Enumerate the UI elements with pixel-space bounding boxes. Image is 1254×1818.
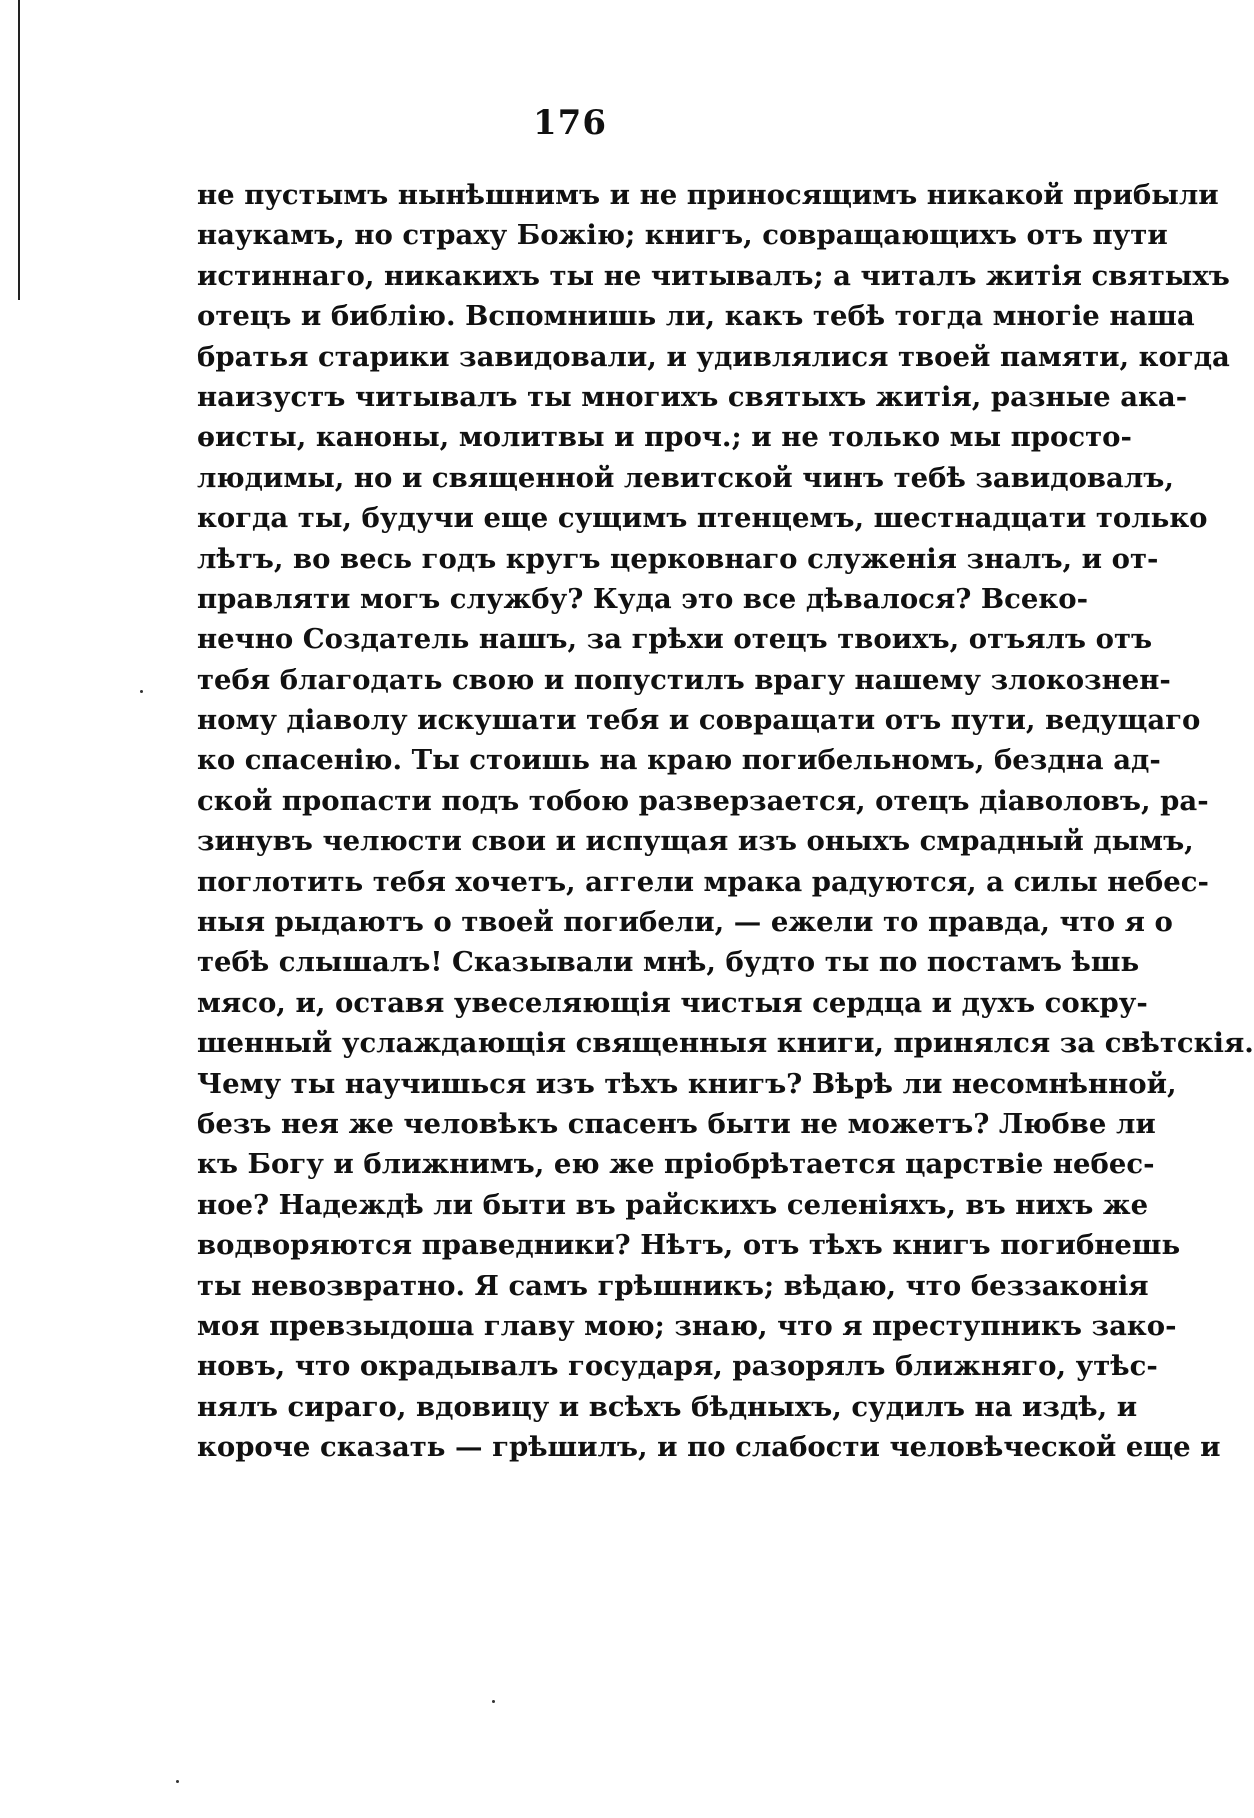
text-line: ному діаволу искушати тебя и совращати отъ пути, ведущаго bbox=[197, 704, 1201, 737]
text-line: поглотить тебя хочетъ, аггели мрака радуются, а силы небес- bbox=[197, 865, 1209, 898]
text-line: ской пропасти подъ тобою разверзается, отецъ діаволовъ, ра- bbox=[197, 784, 1209, 817]
print-speck bbox=[492, 1700, 495, 1703]
text-line: моя превзыдоша главу мою; знаю, что я преступникъ зако- bbox=[197, 1309, 1177, 1342]
text-line: нечно Создатель нашъ, за грѣхи отецъ твоихъ, отъялъ отъ bbox=[197, 623, 1153, 656]
text-line: короче сказать — грѣшилъ, и по слабости человѣческой еще и bbox=[197, 1431, 1221, 1464]
text-line: братья старики завидовали, и удивлялися твоей памяти, когда bbox=[197, 340, 1230, 373]
text-line: ныя рыдаютъ о твоей погибели, — ежели то правда, что я о bbox=[197, 906, 1173, 939]
page-number: 176 bbox=[533, 103, 607, 143]
text-line: людимы, но и священной левитской чинъ тебѣ завидовалъ, bbox=[197, 461, 1174, 494]
text-line: тебя благодать свою и попустилъ врагу нашему злокознен- bbox=[197, 663, 1171, 696]
text-line: шенный услаждающія священныя книги, принялся за свѣтскія. bbox=[197, 1027, 1254, 1060]
text-line: водворяются праведники? Нѣтъ, отъ тѣхъ книгъ погибнешь bbox=[197, 1229, 1181, 1262]
text-line: ное? Надеждѣ ли быти въ райскихъ селеніяхъ, въ нихъ же bbox=[197, 1188, 1149, 1221]
text-line: не пустымъ нынѣшнимъ и не приносящимъ никакой прибыли bbox=[197, 179, 1219, 211]
text-line: нялъ сираго, вдовицу и всѣхъ бѣдныхъ, судилъ на издѣ, и bbox=[197, 1390, 1138, 1423]
text-line: ты невозвратно. Я самъ грѣшникъ; вѣдаю, что беззаконія bbox=[197, 1269, 1149, 1302]
page-edge-line bbox=[18, 0, 20, 300]
text-line: безъ нея же человѣкъ спасенъ быти не можетъ? Любве ли bbox=[197, 1107, 1156, 1140]
body-text bbox=[197, 175, 1254, 1468]
text-line: лѣтъ, во весь годъ кругъ церковнаго служенія зналъ, и от- bbox=[197, 542, 1159, 575]
text-line: къ Богу и ближнимъ, ею же пріобрѣтается царствіе небес- bbox=[197, 1148, 1155, 1181]
text-line: тебѣ слышалъ! Сказывали мнѣ, будто ты по постамъ ѣшь bbox=[197, 946, 1140, 979]
text-line: когда ты, будучи еще сущимъ птенцемъ, шестнадцати только bbox=[197, 502, 1208, 535]
text-line: зинувъ челюсти свои и испущая изъ оныхъ смрадный дымъ, bbox=[197, 825, 1194, 858]
text-line: Чему ты научишься изъ тѣхъ книгъ? Вѣрѣ ли несомнѣнной, bbox=[197, 1067, 1177, 1100]
text-line: отецъ и библію. Вспомнишь ли, какъ тебѣ тогда многіе наша bbox=[197, 300, 1195, 333]
text-line: ко спасенію. Ты стоишь на краю погибельномъ, бездна ад- bbox=[197, 744, 1161, 777]
text-line: ѳисты, каноны, молитвы и проч.; и не только мы просто- bbox=[197, 421, 1132, 454]
text-line: наизустъ читывалъ ты многихъ святыхъ житія, разные ака- bbox=[197, 380, 1188, 413]
text-line: правляти могъ службу? Куда это все дѣвалося? Всеко- bbox=[197, 582, 1089, 615]
text-line: мясо, и, оставя увеселяющія чистыя сердца и духъ сокру- bbox=[197, 986, 1148, 1019]
text-line: наукамъ, но страху Божію; книгъ, совращающихъ отъ пути bbox=[197, 219, 1168, 252]
print-speck bbox=[176, 1780, 179, 1783]
print-speck bbox=[140, 690, 143, 693]
text-line: истиннаго, никакихъ ты не читывалъ; а читалъ житія святыхъ bbox=[197, 259, 1230, 292]
text-line: новъ, что окрадывалъ государя, разорялъ ближняго, утѣс- bbox=[197, 1350, 1158, 1383]
